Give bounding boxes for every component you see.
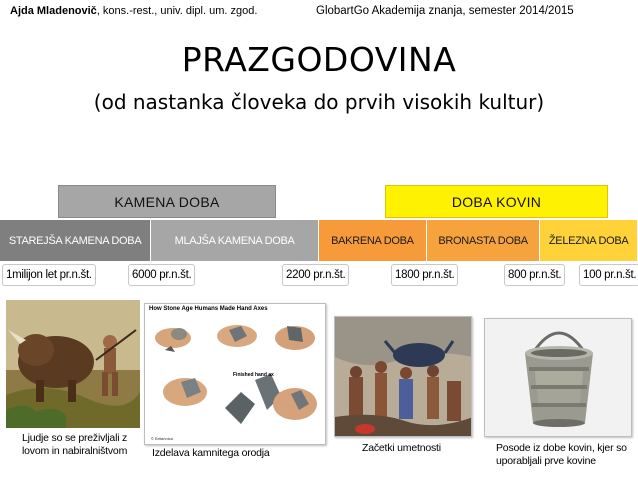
cave-painting-scene-icon [334,316,472,437]
course-line: GlobartGo Akademija znanja, semester 2014/2015 [316,5,574,17]
slide-subtitle: (od nastanka človeka do prvih visokih kultur) [93,90,545,114]
period-copper-age: BAKRENA DOBA [319,220,427,261]
author-title: , kons.-rest., univ. dipl. um. zgod. [96,5,258,17]
author-line [10,5,257,17]
date-marker-5: 800 pr.n.št. [504,264,565,286]
diagram-label: Finished hand ax [233,372,274,378]
era-metal-age: DOBA KOVIN [385,185,608,218]
period-new-stone-age: MLAJŠA KAMENA DOBA [151,220,319,261]
caption-metal-vessels: Posode iz dobe kovin, kjer so uporabljali prve kovine [496,442,627,467]
period-iron-age: ŽELEZNA DOBA [540,220,638,261]
slide-title: PRAZGODOVINA [181,40,457,79]
svg-text:© Britannica: © Britannica [151,436,173,441]
caption-art-beginnings: Začetki umetnosti [362,442,441,454]
date-marker-1: 1milijon let pr.n.št. [2,264,96,286]
metal-bucket-photo-icon [484,318,632,437]
era-stone-age: KAMENA DOBA [58,185,276,218]
stone-hand-axe-diagram-icon [144,303,326,445]
period-bronze-age: BRONASTA DOBA [427,220,541,261]
period-timeline [0,220,638,261]
date-marker-3: 2200 pr.n.št. [282,264,349,286]
author-name: Ajda Mladenovič [10,5,97,17]
date-marker-6: 100 pr.n.št. [579,264,638,286]
caption-stone-tools: Izdelava kamnitega orodja [152,447,270,459]
date-marker-2: 6000 pr.n.št. [128,264,195,286]
period-old-stone-age: STAREJŠA KAMENA DOBA [0,220,151,261]
hunter-rhino-illustration-icon [6,300,140,428]
caption-hunting: Ljudje so se preživljali z lovom in nabiralništvom [22,432,128,457]
date-marker-4: 1800 pr.n.št. [391,264,458,286]
diagram-title: How Stone Age Humans Made Hand Axes [149,306,268,312]
